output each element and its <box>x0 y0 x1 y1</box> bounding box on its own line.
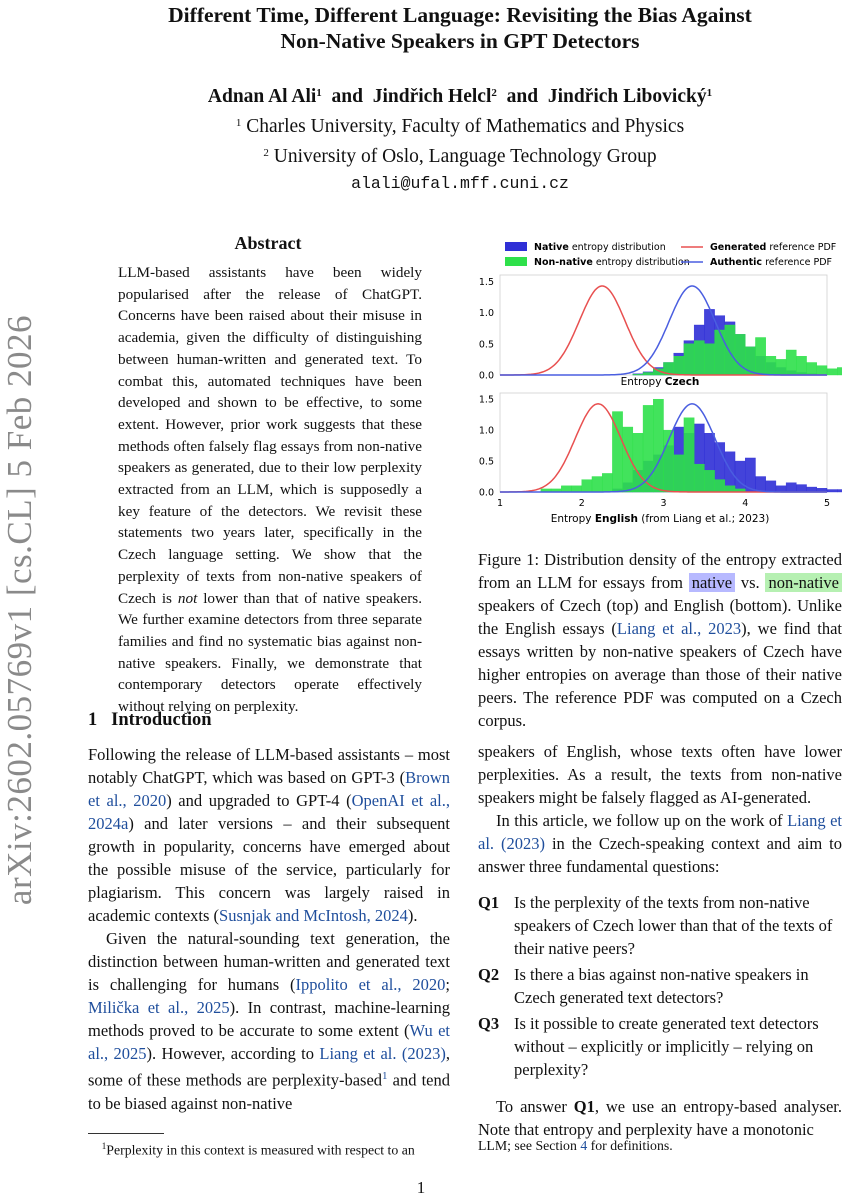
czech-nonnative-bar <box>715 330 725 375</box>
question-3 <box>478 1012 842 1081</box>
question-1-text: Is the perplexity of the texts from non-native speakers of Czech lower than that of the texts of their native peers? <box>514 893 833 958</box>
affiliation-2-sup: 2 <box>263 147 269 159</box>
question-3-label: Q3 <box>478 1014 500 1033</box>
abstract-emphasis-not: not <box>177 589 198 607</box>
figure-1-chart <box>478 235 842 535</box>
author-names <box>110 80 810 110</box>
english-panel <box>479 393 842 509</box>
introduction-body <box>88 743 450 1115</box>
author-block <box>110 80 810 197</box>
arxiv-stamp: arXiv:2602.05769v1 [cs.CL] 5 Feb 2026 <box>0 314 39 906</box>
czech-nonnative-bar <box>837 368 842 376</box>
czech-nonnative-bar <box>643 373 653 376</box>
english-ytick-label: 1.0 <box>478 425 494 437</box>
english-xtick-label: 2 <box>578 498 585 509</box>
english-nonnative-bar <box>653 399 663 492</box>
footnote-rule-left <box>88 1133 164 1134</box>
abstract-part-1: LLM-based assistants have been widely popularised after the release of ChatGPT. Concerns have been raised about their misuse in academia, given the difficulty of distinguishing between human-written and generated text. To combat this, automated techniques have been developed and shown to be effective, to some extent. However, prior work suggests that these methods often falsely flag essays from non-native speakers as generated, due to their low perplexity extracted from an LLM, which is supposedly a key feature of the detectors. We revisit these statements two years later, specifically in the Czech language setting. We show that the perplexity of texts from non-native speakers of Czech is <box>118 264 422 607</box>
section-number: 1 <box>88 710 98 730</box>
footnote-1-continued: LLM; see Section 4 for definitions. <box>478 1138 673 1153</box>
author-email[interactable]: alali@ufal.mff.cuni.cz <box>351 174 569 193</box>
czech-nonnative-bar <box>725 325 735 375</box>
right-paragraph-3: To answer Q1, we use an entropy-based analyser. Note that entropy and perplexity have a monotonic <box>478 1097 842 1139</box>
intro-paragraph-1: Following the release of LLM-based assistants – most notably ChatGPT, which was based on GPT-3 (Brown et al., 2020) and upgraded to GPT-4 (OpenAI et al., 2024a) and later versions – and their subsequent growth in popularity, concerns have emerged about the possible misuse of the service, particularly for plagiarism. This concern was largely raised in academic contexts (Susnjak and McIntosh, 2024). <box>88 745 450 925</box>
english-xtick-label: 3 <box>660 498 667 509</box>
citation-susnjak[interactable]: Susnjak and McIntosh, 2024 <box>219 906 408 925</box>
legend-swatch-nonnative <box>505 257 527 266</box>
affiliation-1-sup: 1 <box>235 117 242 129</box>
caption-citation-liang[interactable]: Liang et al., 2023 <box>616 619 742 638</box>
author-3: Jindřich Libovický <box>547 86 707 107</box>
page-number: 1 <box>416 1178 426 1197</box>
english-native-bar <box>735 461 745 492</box>
highlight-nonnative: non-native <box>765 573 842 592</box>
author-2-sup: 2 <box>491 87 497 99</box>
czech-nonnative-bar <box>796 356 806 375</box>
affiliation-2 <box>110 140 810 170</box>
english-xlabel: Entropy English (from Liang et al.; 2023) <box>550 513 770 525</box>
czech-xlabel: Entropy Czech <box>620 376 700 388</box>
czech-nonnative-bar <box>633 374 643 375</box>
english-native-bar <box>827 490 837 492</box>
czech-nonnative-bar <box>755 338 765 376</box>
czech-nonnative-bar <box>786 350 796 375</box>
czech-nonnative-bar <box>684 344 694 375</box>
title-line-1: Different Time, Different Language: Revisiting the Bias Against <box>168 3 752 27</box>
czech-nonnative-bar <box>704 344 714 375</box>
question-2-text: Is there a bias against non-native speakers in Czech generated text detectors? <box>514 965 809 1007</box>
english-nonnative-bar <box>602 473 612 492</box>
english-nonnative-bar <box>592 477 602 492</box>
english-nonnative-bar <box>725 486 735 492</box>
english-native-bar <box>786 483 796 492</box>
english-nonnative-bar <box>633 433 643 492</box>
english-nonnative-bar <box>582 480 592 492</box>
citation-ippolito[interactable]: Ippolito et al., 2020 <box>295 975 446 994</box>
abstract-text <box>118 262 422 718</box>
legend-native: Native entropy distribution <box>534 242 666 253</box>
czech-nonnative-bar <box>735 334 745 375</box>
english-nonnative-bar <box>623 427 633 492</box>
english-native-bar <box>766 481 776 492</box>
citation-liang-2[interactable]: Liang et al. (2023) <box>478 811 842 853</box>
legend-generated: Generated reference PDF <box>710 242 837 253</box>
legend-nonnative: Non-native entropy distribution <box>534 257 690 268</box>
question-1-label: Q1 <box>478 893 500 912</box>
czech-nonnative-bar <box>674 356 684 375</box>
section-ref-4[interactable]: 4 <box>580 1138 588 1153</box>
paper-title <box>110 2 810 54</box>
english-native-bar <box>755 477 765 492</box>
author-1: Adnan Al Ali <box>207 86 317 107</box>
legend-authentic: Authentic reference PDF <box>710 257 832 268</box>
author-1-sup: 1 <box>316 87 322 99</box>
question-2-label: Q2 <box>478 965 500 984</box>
legend-swatch-native <box>505 242 527 251</box>
english-nonnative-bar <box>715 480 725 492</box>
footnote-1-text: Perplexity in this context is measured with respect to an <box>106 1142 415 1158</box>
english-nonnative-bar <box>572 486 582 492</box>
intro-paragraph-2: Given the natural-sounding text generation, the distinction between human-written and generated text is challenging for humans (Ippolito et al., 2020; Milička et al., 2025). In contrast, machine-learning methods proved to be accurate to some extent (Wu et al., 2025). However, according to Liang et al. (2023), some of these methods are perplexity-based$^1$ and tend to be biased against non-native <box>88 929 450 1113</box>
english-native-bar <box>837 490 842 492</box>
english-ytick-label: 0.5 <box>478 456 494 468</box>
czech-nonnative-bar <box>694 341 704 375</box>
section-title: Introduction <box>111 710 212 730</box>
citation-liang[interactable]: Liang et al. (2023) <box>319 1044 446 1063</box>
english-nonnative-bar <box>684 418 694 492</box>
english-nonnative-bar <box>561 486 571 492</box>
affiliation-2-text: University of Oslo, Language Technology Group <box>273 146 657 167</box>
citation-openai[interactable]: OpenAI et al., 2024a <box>88 791 450 833</box>
author-2: Jindřich Helcl <box>372 86 492 107</box>
english-xtick-label: 4 <box>742 498 749 509</box>
czech-nonnative-bar <box>776 359 786 375</box>
and-1: and <box>331 86 363 107</box>
right-paragraph-1: speakers of English, whose texts often have lower perplexities. As a result, the texts from non-native speakers might be falsely flagged as AI-generated. <box>478 742 842 807</box>
author-3-sup: 1 <box>706 87 713 99</box>
czech-ytick-label: 0.0 <box>478 370 494 382</box>
czech-ytick-label: 1.5 <box>478 276 494 288</box>
question-2 <box>478 963 842 1009</box>
czech-nonnative-bar <box>807 363 817 376</box>
czech-panel <box>479 275 842 382</box>
english-xtick-label: 5 <box>823 498 831 509</box>
czech-nonnative-bar <box>766 356 776 375</box>
english-native-bar <box>776 486 786 492</box>
english-ytick-label: 1.5 <box>478 394 494 406</box>
highlight-native: native <box>689 573 735 592</box>
czech-ytick-label: 0.5 <box>478 339 494 351</box>
affiliation-1-text: Charles University, Faculty of Mathematics and Physics <box>246 116 685 137</box>
footnote-1-sup: 1 <box>101 1141 107 1151</box>
footnote-1 <box>88 1137 450 1160</box>
citation-brown[interactable]: Brown et al., 2020 <box>88 768 450 810</box>
question-3-text: Is it possible to create generated text detectors without – explicitly or implicitly – relying on perplexity? <box>514 1014 819 1079</box>
english-nonnative-bar <box>674 455 684 492</box>
english-native-bar <box>796 485 806 492</box>
english-nonnative-bar <box>704 470 714 492</box>
english-ytick-label: 0.0 <box>478 487 494 499</box>
question-1 <box>478 891 842 960</box>
english-nonnative-bar <box>694 464 704 492</box>
figure-1-caption: Figure 1: Distribution density of the entropy extracted from an LLM for essays from native vs. non-native speakers of Czech (top) and English (bottom). Unlike the English essays (Liang et al., 2023), we find that essays written by non-native speakers of Czech have higher entropies on average than those of their native peers. The reference PDF was computed on a Czech corpus. <box>478 550 842 730</box>
title-line-2: Non-Native Speakers in GPT Detectors <box>280 29 640 53</box>
chart-legend <box>505 242 836 268</box>
right-column-body <box>478 740 842 1141</box>
abstract-heading: Abstract <box>234 233 302 253</box>
citation-wu[interactable]: Wu et al., 2025 <box>88 1021 450 1063</box>
czech-nonnative-bar <box>827 369 837 375</box>
abstract-part-2: lower than that of native speakers. We further examine detectors from three separate families and find no systematic bias against non-native speakers. Finally, we demonstrate that contemporary detectors operate effectively without relying on perplexity. <box>118 589 422 716</box>
czech-nonnative-bar <box>817 366 827 375</box>
czech-ytick-label: 1.0 <box>478 308 494 319</box>
footnote-mark[interactable]: 1 <box>382 1070 388 1082</box>
affiliation-1 <box>110 110 810 140</box>
and-2: and <box>506 86 539 107</box>
citation-milicka[interactable]: Milička et al., 2025 <box>88 998 230 1017</box>
section-heading-introduction <box>88 710 212 731</box>
english-xtick-label: 1 <box>496 498 504 509</box>
right-paragraph-2: In this article, we follow up on the work of Liang et al. (2023) in the Czech-speaking context and aim to answer three fundamental questions: <box>478 811 842 876</box>
